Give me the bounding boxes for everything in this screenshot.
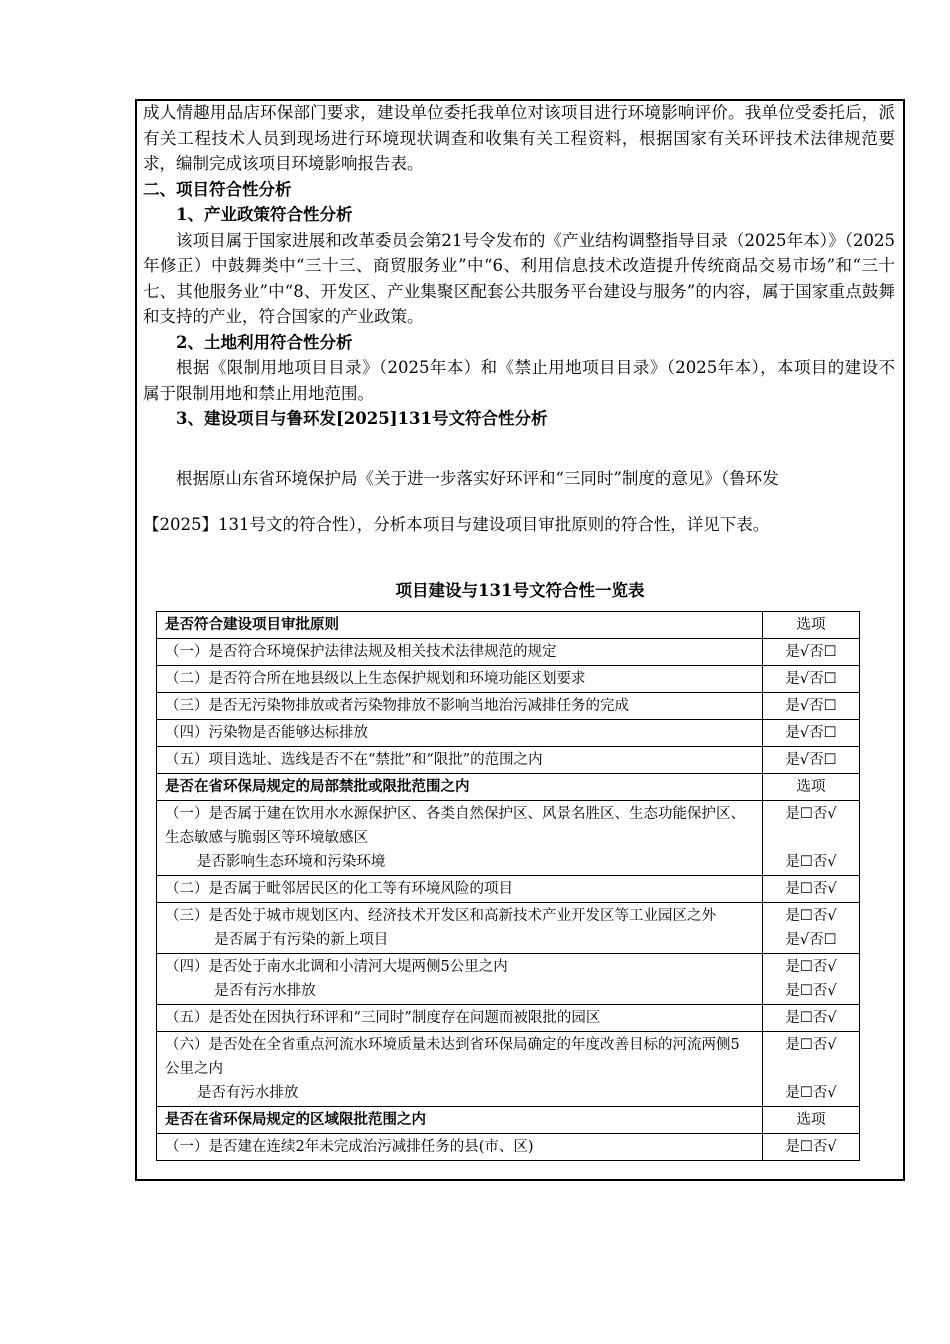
row-option: 是√否☐ [763,639,860,666]
row-option [763,1032,860,1107]
table-row [157,1032,860,1107]
table-row [157,639,860,666]
criterion-sub-text: 是否属于有污染的新上项目 [214,932,389,948]
table-row [157,954,860,1005]
131-document-line-2-wrap [143,513,895,537]
row-criterion [157,954,763,1005]
sub-option-value: 是☐否√ [785,1085,837,1101]
row-option: 是√否☐ [763,747,860,774]
criterion-text: （六）是否处在全省重点河流水环境质量未达到省环保局确定的年度改善目标的河流两侧5公里之内 [165,1037,740,1077]
option-value: 是☐否√ [785,806,837,822]
row-option [763,954,860,1005]
option-value: 是☐否√ [785,959,837,975]
criterion-sub-text: 是否影响生态环境和污染环境 [196,854,386,870]
row-criterion [157,801,763,876]
table-section-header [157,774,860,801]
option-value: 是☐否√ [785,908,837,924]
compliance-table [156,611,860,1161]
subsection-title-land-use: 2、土地利用符合性分析 [176,332,353,352]
criterion-text: （三）是否处于城市规划区内、经济技术开发区和高新技术产业开发区等工业园区之外 [165,908,716,924]
131-document-line-1: 根据原山东省环境保护局《关于进一步落实好环评和“三同时”制度的意见》（鲁环发 [176,469,779,488]
industry-policy-text: 该项目属于国家进展和改革委员会第21号令发布的《产业结构调整指导目录（2025年本）》（2025年修正）中鼓舞类中“三十三、商贸服务业”中“6、利用信息技术改造提升传统商品交易市场”和“三十七、其他服务业”中“8、开发区、产业集聚区配套公共服务平台建设与服务”的内容，属于国家重点鼓舞和支持的产业，符合国家的产业政策。 [143,230,895,326]
subsection-title-industry-policy: 1、产业政策符合性分析 [176,205,353,224]
report-body [143,100,895,432]
table-row [157,801,860,876]
row-option: 是☐否√ [763,1005,860,1032]
row-criterion: （五）是否处在因执行环评和“三同时”制度存在问题而被限批的园区 [157,1005,763,1032]
criterion-text: （一）是否属于建在饮用水水源保护区、各类自然保护区、风景名胜区、生态功能保护区、生态敏感与脆弱区等环境敏感区 [165,806,745,846]
table-row [157,666,860,693]
criterion-text: （四）是否处于南水北调和小清河大堤两侧5公里之内 [165,959,508,975]
sub-option-value: 是√否☐ [785,932,837,948]
table-caption: 项目建设与131号文符合性一览表 [395,581,645,600]
row-option: 是√否☐ [763,720,860,747]
table-row [157,720,860,747]
row-option: 是☐否√ [763,876,860,903]
table-row [157,876,860,903]
row-criterion: （二）是否属于毗邻居民区的化工等有环境风险的项目 [157,876,763,903]
row-criterion: （四）污染物是否能够达标排放 [157,720,763,747]
criterion-sub-text: 是否有污水排放 [196,1085,299,1101]
row-criterion: （二）是否符合所在地县级以上生态保护规划和环境功能区划要求 [157,666,763,693]
row-criterion [157,903,763,954]
row-criterion: （三）是否无污染物排放或者污染物排放不影响当地治污减排任务的完成 [157,693,763,720]
sub-option-value: 是☐否√ [785,983,837,999]
table-section-header [157,1107,860,1134]
table-row [157,1005,860,1032]
table-row [157,1134,860,1161]
subsection-title-131-document: 3、建设项目与鲁环发[2025]131号文符合性分析 [176,409,548,428]
criterion-sub-text: 是否有污水排放 [214,983,316,999]
section-header-label: 是否在省环保局规定的局部禁批或限批范围之内 [157,774,763,801]
row-criterion: （一）是否符合环境保护法律法规及相关技术法律规范的规定 [157,639,763,666]
row-option: 是√否☐ [763,693,860,720]
row-criterion [157,1032,763,1107]
131-document-line-2: 【2025】131号文的符合性），分析本项目与建设项目审批原则的符合性，详见下表。 [143,515,770,534]
land-use-text: 根据《限制用地项目目录》（2025年本）和《禁止用地项目目录》（2025年本），本项目的建设不属于限制用地和禁止用地范围。 [143,358,895,403]
row-option: 是√否☐ [763,666,860,693]
row-criterion: （一）是否建在连续2年未完成治污减排任务的县(市、区) [157,1134,763,1161]
row-option [763,801,860,876]
sub-option-value: 是☐否√ [785,854,837,870]
table-section-header [157,612,860,639]
option-value: 是☐否√ [785,1037,837,1053]
option-header: 选项 [763,774,860,801]
row-option [763,903,860,954]
option-header: 选项 [763,1107,860,1134]
table-row [157,747,860,774]
option-header: 选项 [763,612,860,639]
intro-paragraph: 成人情趣用品店环保部门要求，建设单位委托我单位对该项目进行环境影响评价。我单位受委托后，派有关工程技术人员到现场进行环境现状调查和收集有关工程资料，根据国家有关环评技术法律规范要求，编制完成该项目环境影响报告表。 [143,103,895,173]
row-criterion: （五）项目选址、选线是否不在“禁批”和“限批”的范围之内 [157,747,763,774]
131-document-line-1-wrap [143,467,895,491]
section-title: 二、项目符合性分析 [143,179,292,199]
table-row [157,903,860,954]
row-option: 是☐否√ [763,1134,860,1161]
table-row [157,693,860,720]
section-header-label: 是否在省环保局规定的区域限批范围之内 [157,1107,763,1134]
section-header-label: 是否符合建设项目审批原则 [157,612,763,639]
